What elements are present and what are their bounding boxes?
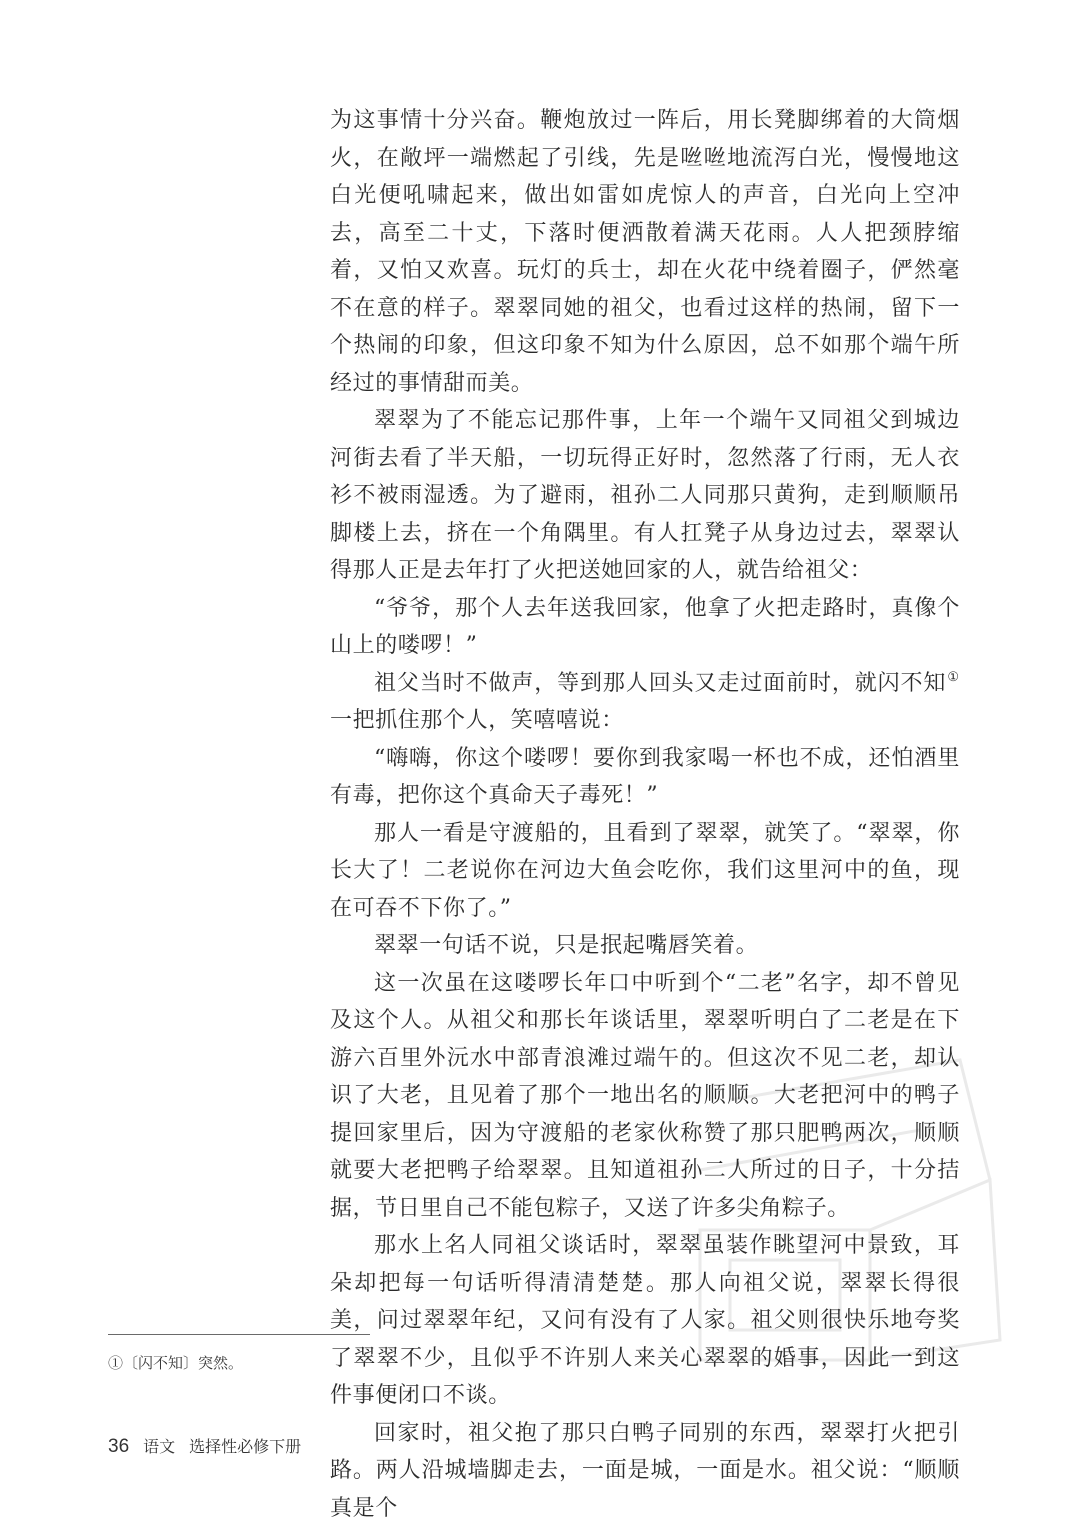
subject-label: 语文 <box>143 1437 176 1456</box>
body-text <box>330 102 960 1527</box>
paragraph-10: 回家时，祖父抱了那只白鸭子同别的东西，翠翠打火把引路。两人沿城墙脚走去，一面是城，一面是水。祖父说：“顺顺真是个 <box>330 1420 960 1521</box>
paragraph-1: 为这事情十分兴奋。鞭炮放过一阵后，用长凳脚绑着的大筒烟火，在敞坪一端燃起了引线，先是咝咝地流泻白光，慢慢地这白光便吼啸起来，做出如雷如虎惊人的声音，白光向上空冲去，高至二十丈，下落时便洒散着满天花雨。人人把颈脖缩着，又怕又欢喜。玩灯的兵士，却在火花中绕着圈子，俨然毫不在意的样子。翠翠同她的祖父，也看过这样的热闹，留下一个热闹的印象，但这印象不知为什么原因，总不如那个端午所经过的事情甜而美。 <box>330 108 960 396</box>
page-footer <box>108 1434 301 1458</box>
footnote-divider <box>108 1334 370 1335</box>
volume-label: 选择性必修下册 <box>189 1437 302 1456</box>
paragraph-8: 这一次虽在这喽啰长年口中听到个“二老”名字，却不曾见及这个人。从祖父和那长年谈话里，翠翠听明白了二老是在下游六百里外沅水中部青浪滩过端午的。但这次不见二老，却认识了大老，且见着了那个一地出名的顺顺。大老把河中的鸭子提回家里后，因为守渡船的老家伙称赞了那只肥鸭两次，顺顺就要大老把鸭子给翠翠。且知道祖孙二人所过的日子，十分拮据，节日里自己不能包粽子，又送了许多尖角粽子。 <box>330 970 960 1221</box>
paragraph-4-text-before: 祖父当时不做声，等到那人回头又走过面前时，就闪不知 <box>374 670 947 696</box>
footnote-marker[interactable]: ① <box>947 670 959 686</box>
paragraph-4 <box>330 665 960 740</box>
paragraph-7: 翠翠一句话不说，只是抿起嘴唇笑着。 <box>374 933 759 958</box>
paragraph-5: “嗨嗨，你这个喽啰！要你到我家喝一杯也不成，还怕酒里有毒，把你这个真命天子毒死！” <box>330 745 960 808</box>
paragraph-6: 那人一看是守渡船的，且看到了翠翠，就笑了。“翠翠，你长大了！二老说你在河边大鱼会吃你，我们这里河中的鱼，现在可吞不下你了。” <box>330 820 960 921</box>
paragraph-4-text-after: 一把抓住那个人，笑嘻嘻说： <box>330 708 624 733</box>
footnote: ①〔闪不知〕突然。 <box>108 1354 244 1372</box>
paragraph-9: 那水上名人同祖父谈话时，翠翠虽装作眺望河中景致，耳朵却把每一句话听得清清楚楚。那人向祖父说，翠翠长得很美，问过翠翠年纪，又问有没有了人家。祖父则很快乐地夸奖了翠翠不少，且似乎不许别人来关心翠翠的婚事，因此一到这件事便闭口不谈。 <box>330 1233 960 1408</box>
page-number: 36 <box>108 1436 130 1457</box>
paragraph-3: “爷爷，那个人去年送我回家，他拿了火把走路时，真像个山上的喽啰！” <box>330 595 960 658</box>
paragraph-2: 翠翠为了不能忘记那件事，上年一个端午又同祖父到城边河街去看了半天船，一切玩得正好时，忽然落了行雨，无人衣衫不被雨湿透。为了避雨，祖孙二人同那只黄狗，走到顺顺吊脚楼上去，挤在一个角隅里。有人扛凳子从身边过去，翠翠认得那人正是去年打了火把送她回家的人，就告给祖父： <box>330 408 960 583</box>
